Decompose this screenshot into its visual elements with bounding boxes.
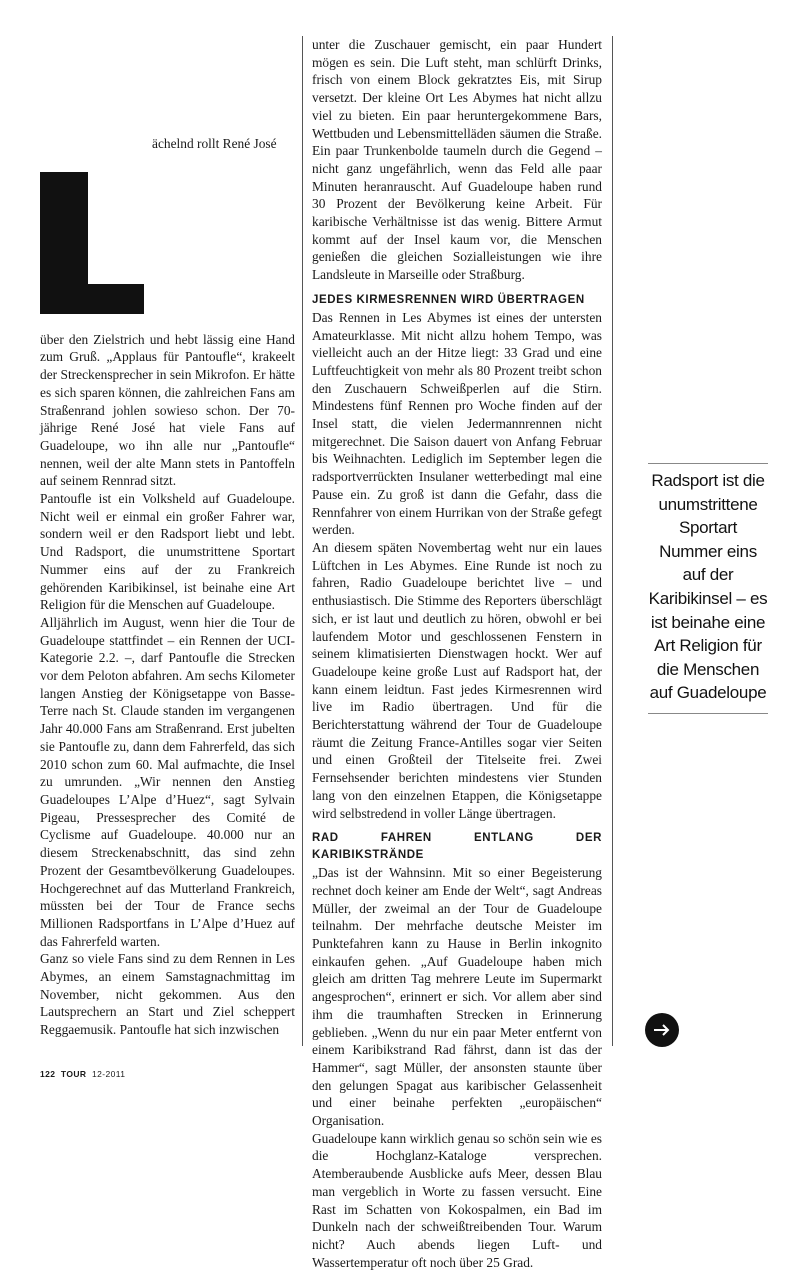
pull-quote: Radsport ist die unumstrittene Sportart Nummer eins auf der Karibikinsel – es ist beinahe eine Art Religion für die Menschen auf Guadeloupe: [648, 463, 768, 714]
subheading: RAD FAHREN ENTLANG DER KARIBIKSTRÄNDE: [312, 832, 602, 862]
paragraph: Ganz so viele Fans sind zu dem Rennen in Les Abymes, an einem Samstagnachmittag im November, nicht gekommen. Aus den Lautsprechern an Start und Ziel scheppert Reggaemusik. Pantoufle hat sich inzwischen: [40, 951, 295, 1038]
paragraph: „Das ist der Wahnsinn. Mit so einer Begeisterung rechnet doch keiner am Ende der Welt“, sagt Andreas Müller, der zweimal an der Tour de Guadeloupe teilnahm. Der mehrfache deutsche Meister im Punktefahren kann zu Hause in Berlin inkognito einkaufen gehen. „Auf Guadeloupe haben mich gleich am dritten Tag mehrere Leute im Supermarkt angesprochen“, erinnert er sich. Vor allem aber sind ihm die traumhaften Strecken in Erinnerung geblieben. „Wenn du nur ein paar Meter entfernt von einem Karibikstrand Rad fährst, dann ist das der Hammer“, sagt Müller, der ansonsten staunte über den gelungen Spagat aus karibischer Gelassenheit und einer beinahe perfekten „europäischen“ Organisation.: [312, 865, 602, 1129]
page-footer: [40, 1069, 125, 1079]
paragraph: Alljährlich im August, wenn hier die Tour de Guadeloupe stattfindet – ein Rennen der UCI-Kategorie 2.2. –, darf Pantoufle die Strecken vor dem Peloton abfahren. Am sechs Kilometer langen Anstieg der Königsetappe von Basse-Terre nach St. Claude standen im vergangenen Jahr 40.000 Fans am Straßenrand. Erst jubelten sie Pantoufle zu, dann dem Fahrerfeld, das sich 2010 schon zum 60. Mal aufmachte, die Insel zu umrunden. „Wir nennen den Anstieg Guadeloupes L’Alpe d’Huez“, sagt Sylvain Pigeau, Pressesprecher des Comité de Cyclisme auf Guadeloupe. 40.000 nur an diesem Streckenabschnitt, das sind zehn Prozent der Gesamtbevölkerung Guadeloupes. Hochgerechnet auf das Mutterland Frankreich, müssten bei der Tour de France sechs Millionen Radsportfans in L’Alpe d’Huez auf das Fahrerfeld warten.: [40, 614, 295, 949]
issue-date: 12-2011: [91, 1069, 126, 1079]
paragraph: unter die Zuschauer gemischt, ein paar Hundert mögen es sein. Die Luft steht, man schlürft Drinks, frisch von einem Block gekratztes Eis, mit Sirup versetzt. Der kleine Ort Les Abymes hat nicht allzu viel zu bieten. Ein paar heruntergekommene Bars, Wettbuden und Lebensmittelläden säumen die Straße. Ein paar Trunkenbolde taumeln durch die Gegend – nicht ganz ungefährlich, wenn das Feld alle paar Minuten heranrauscht. Auf Guadeloupe haben rund 30 Prozent der Bevölkerung keine Arbeit. Für karibische Verhältnisse ist das wenig. Bittere Armut kommt auf der Insel kaum vor, die Menschen genießen die gleichen Sozialleistungen wie ihre Landsleute in Marseille oder Straßburg.: [312, 37, 602, 283]
subheading: JEDES KIRMESRENNEN WIRD ÜBERTRAGEN: [312, 293, 585, 306]
article-column-right: [312, 36, 602, 1271]
paragraph: über den Zielstrich und hebt lässig eine Hand zum Gruß. „Applaus für Pantoufle“, krakeelt der Streckensprecher in sein Mikrofon. Er hätte es sich sparen können, die zahlreichen Fans am Straßenrand johlen sowieso schon. Der 70-jährige René José hat viele Fans auf Guadeloupe, wo ihn alle nur „Pantoufle“ nennen, weil der alte Mann stets in Pantoffeln auf seinem Rennrad sitzt.: [40, 331, 295, 489]
arrow-right-icon: [653, 1023, 671, 1037]
paragraph: Pantoufle ist ein Volksheld auf Guadeloupe. Nicht weil er einmal ein großer Fahrer war, sondern weil er den Radsport liebt und lebt. Und Radsport, die unumstrittene Sportart Nummer eins auf der zu Frankreich gehörenden Karibikinsel, ist beinahe eine Art Religion für die Menschen auf Guadeloupe.: [40, 491, 295, 613]
paragraph: An diesem späten Novembertag weht nur ein laues Lüftchen in Les Abymes. Eine Runde ist noch zu fahren, Radio Guadeloupe berichtet live – und enthusiastisch. Die Stimme des Reporters überschlägt sich, er ist laut und deutlich zu hören, obwohl er bei laufendem Motor und geschlossenen Fenstern in seinem klimatisierten Dienstwagen hockt. Wer auf Guadeloupe keine große Lust auf Radsport hat, der kann einem leidtun. Fast jedes Kirmesrennen wird live im Radio übertragen. Und für die Berichterstattung während der Tour de Guadeloupe räumt die Zeitung France-Antilles sogar vier Seiten und einen Großteil der Titelseite frei. Zwei Fernsehsender berichten mindestens vier Stunden lang von den einzelnen Etappen, die Königsetappe wird selbstredend in voller Länge übertragen.: [312, 539, 602, 821]
column-divider: [612, 36, 613, 1046]
drop-cap-letter: [40, 172, 144, 314]
page-number: 122: [40, 1069, 56, 1079]
paragraph: Guadeloupe kann wirklich genau so schön sein wie es die Hochglanz-Kataloge versprechen. Atemberaubende Ausblicke aufs Meer, dessen Blau man vergeblich in Worte zu fassen versucht. Eine Rast im Schatten von Kokospalmen, ein Bad im Dunkeln nach der schweißtreibenden Tour. Warum nicht? Auch abends liegen Luft- und Wassertemperatur oft noch über 25 Grad.: [312, 1130, 602, 1270]
column-divider: [302, 36, 303, 1046]
paragraph: Das Rennen in Les Abymes ist eines der untersten Amateurklasse. Mit nicht allzu hohem Tempo, was vielleicht auch an der Hitze liegt: 33 Grad und eine Luftfeuchtigkeit von mehr als 80 Prozent treibt schon den Zuschauern Schweißperlen auf die Stirn. Mindestens fünf Rennen pro Woche finden auf der Insel statt, die vielen Jedermannrennen nicht mitgerechnet. Die Saison dauert von Anfang Februar bis Weihnachten. Lediglich im September legen die radsportverrückten Insulaner wetterbedingt mal eine Pause ein. Zu groß ist dann die Gefahr, dass die Rennfahrer von einem Hurrikan von der Straße gefegt werden.: [312, 309, 602, 538]
article-column-left: [40, 136, 295, 1039]
next-page-button[interactable]: [645, 1013, 679, 1047]
first-line: ächelnd rollt René José: [152, 136, 277, 151]
magazine-name: TOUR: [60, 1069, 87, 1079]
